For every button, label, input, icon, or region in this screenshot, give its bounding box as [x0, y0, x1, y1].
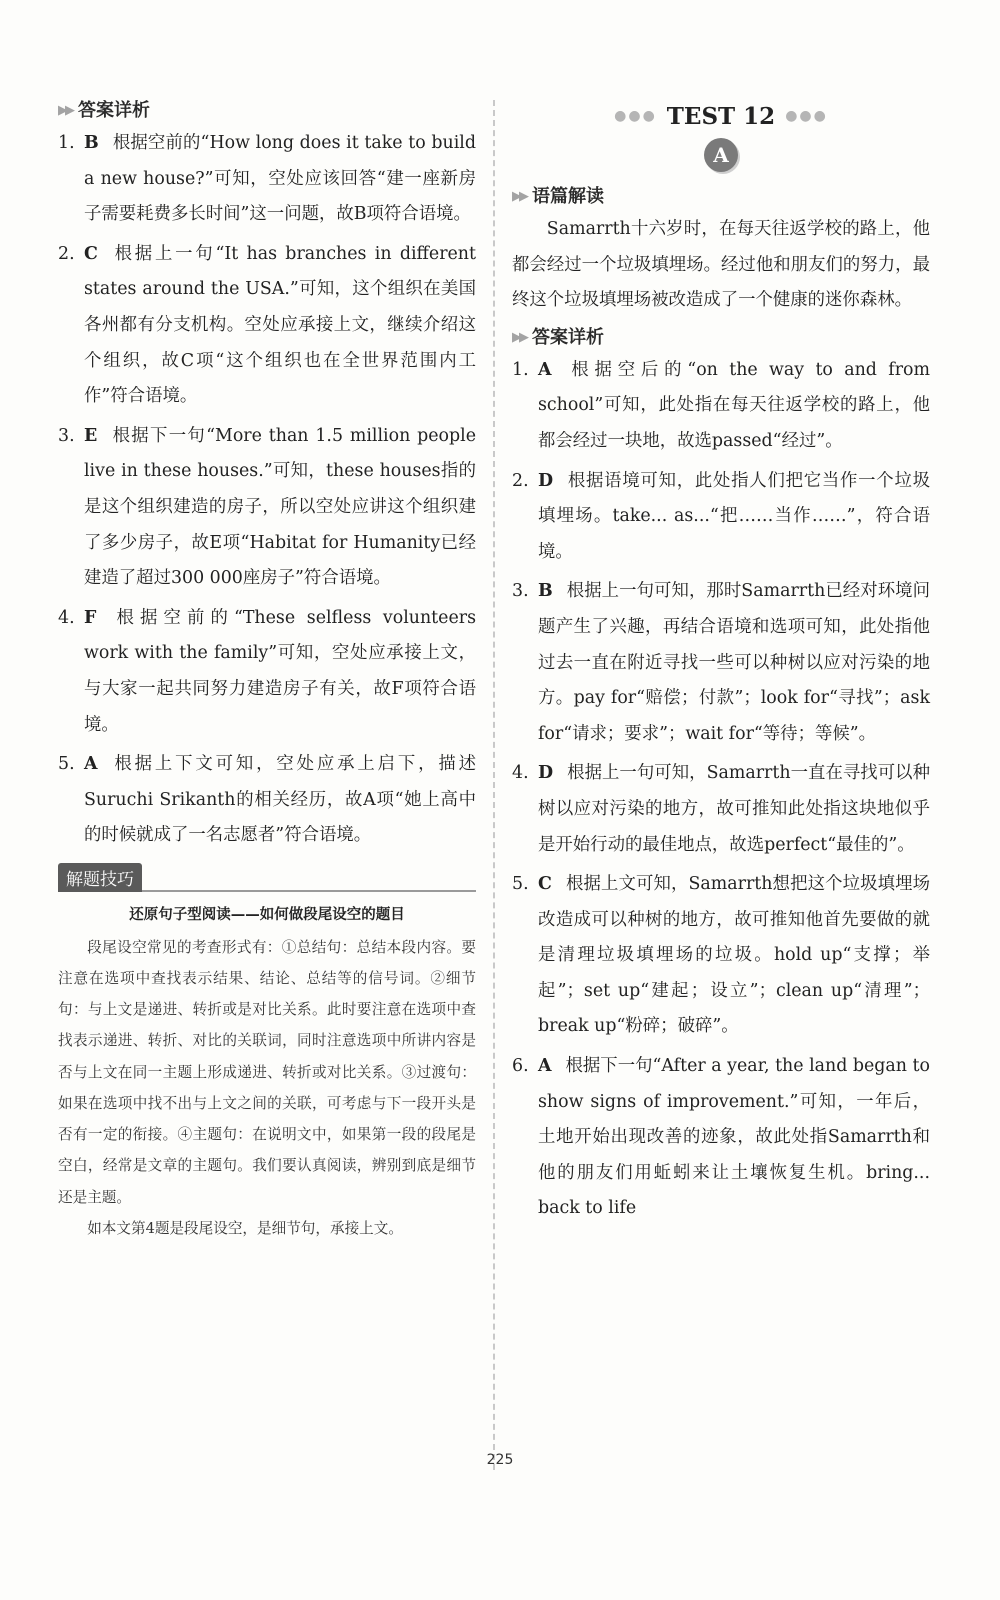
answer-letter: B [84, 133, 99, 153]
answer-item [58, 419, 476, 597]
column-divider [493, 100, 495, 1470]
answer-item [58, 747, 476, 854]
answer-explanation: 根据上一句“It has branches in different states around the USA.”可知，这个组织在美国各州都有分支机构。空处应承接上文，继续介绍这个组织，故C项“这个组织也在全世界范围内工作”符合语境。 [84, 243, 476, 407]
reading-title: 语篇解读 [532, 186, 604, 207]
test-title: TEST 12 [666, 102, 776, 130]
answer-explanation: 根据上一句可知，那时Samarrth已经对环境问题产生了兴趣，再结合语境和选项可知，此处指他过去一直在附近寻找一些可以种树以应对污染的地方。pay for“赔偿；付款”；look for“寻找”；ask for“请求；要求”；wait for“等待；等候”。 [538, 581, 930, 744]
answer-letter: F [84, 607, 97, 628]
answer-analysis-title: 答案详析 [78, 100, 150, 121]
item-number: 5. [512, 874, 529, 895]
answer-letter: A [538, 359, 552, 380]
tips-paragraph: 如本文第4题是段尾设空，是细节句，承接上文。 [87, 1219, 403, 1237]
double-arrow-icon: ▶▶ [512, 189, 526, 204]
passage-badge: A [704, 138, 738, 172]
item-number: 2. [58, 243, 75, 264]
tips-label: 解题技巧 [58, 863, 142, 892]
item-number: 5. [58, 754, 75, 775]
answer-explanation: 根据空前的“These selfless volunteers work with the family”可知，空处应承接上文，与大家一起共同努力建造房子有关，故F项符合语境。 [84, 607, 476, 735]
answer-explanation: 根据上文可知，Samarrth想把这个垃圾填埋场改造成可以种树的地方，故可推知他首先要做的就是清理垃圾填埋场的垃圾。hold up“支撑；举起”；set up“建起；设立”；clean up“清理”；break up“粉碎；破碎”。 [538, 874, 930, 1037]
answer-item [512, 867, 930, 1045]
answer-letter: D [538, 470, 554, 491]
tips-header-bar [58, 864, 476, 892]
answer-analysis-heading [58, 96, 476, 126]
answer-explanation: 根据空后的“on the way to and from school”可知，此处指在每天往返学校的路上，他都会经过一块地，故选passed“经过”。 [538, 359, 930, 451]
answer-item [512, 574, 930, 752]
answer-item [512, 353, 930, 460]
answer-explanation: 根据下一句“More than 1.5 million people live in these houses.”可知，these houses指的是这个组织建造的房子，所以空处应讲这个组织建了多少房子，故E项“Habitat for Humanity已经建造了超过300 000座房子”符合语境。 [84, 425, 476, 589]
item-number: 4. [512, 763, 529, 784]
tips-paragraph: 段尾设空常见的考查形式有：①总结句：总结本段内容。要注意在选项中查找表示结果、结论、总结等的信号词。②细节句：与上文是递进、转折或是对比关系。此时要注意在选项中查找表示递进、转折、对比的关联词，同时注意选项中所讲内容是否与上文在同一主题上形成递进、转折或对比关系。③过渡句：如果在选项中找不出与上文之间的关联，可考虑与下一段开头是否有一定的衔接。④主题句：在说明文中，如果第一段的段尾是空白，经常是文章的主题句。我们要认真阅读，辨别到底是细节还是主题。 [58, 938, 476, 1206]
item-number: 3. [512, 581, 529, 602]
dots-decoration-icon: ●●● [614, 108, 657, 124]
item-number: 1. [512, 359, 529, 380]
test-heading [512, 96, 930, 136]
item-number: 2. [512, 470, 529, 491]
tips-body [58, 932, 476, 1244]
tips-title: 还原句子型阅读——如何做段尾设空的题目 [129, 906, 405, 923]
answer-item [512, 756, 930, 863]
answer-letter: E [84, 425, 98, 446]
page-number: 225 [486, 1452, 514, 1468]
answer-letter: B [538, 581, 553, 602]
answer-explanation: 根据上一句可知，Samarrth一直在寻找可以种树以应对污染的地方，故可推知此处指这块地似乎是开始行动的最佳地点，故选perfect“最佳的”。 [538, 763, 930, 855]
answer-letter: A [84, 754, 98, 775]
reading-heading [512, 182, 930, 212]
left-column [58, 96, 476, 1244]
answer-letter: C [538, 874, 552, 895]
item-number: 6. [512, 1056, 529, 1077]
answer-letter: D [538, 763, 554, 784]
answer-item [58, 126, 476, 233]
right-column [512, 96, 930, 1231]
answer-explanation: 根据语境可知，此处指人们把它当作一个垃圾填埋场。take... as...“把……当作……”，符合语境。 [538, 470, 930, 562]
answer-analysis-heading [512, 323, 930, 353]
reading-summary: Samarrth十六岁时，在每天往返学校的路上，他都会经过一个垃圾填埋场。经过他和朋友们的努力，最终这个垃圾填埋场被改造成了一个健康的迷你森林。 [512, 219, 930, 311]
answer-explanation: 根据空前的“How long does it take to build a new house?”可知，空处应该回答“建一座新房子需要耗费多长时间”这一问题，故B项符合语境。 [84, 133, 476, 225]
answer-explanation: 根据上下文可知，空处应承上启下，描述Suruchi Srikanth的相关经历，故A项“她上高中的时候就成了一名志愿者”符合语境。 [84, 754, 476, 846]
answer-analysis-title: 答案详析 [532, 326, 604, 348]
item-number: 4. [58, 607, 75, 628]
answer-item [512, 1049, 930, 1227]
dots-decoration-icon: ●●● [785, 108, 828, 124]
answer-letter: C [84, 243, 98, 264]
item-number: 3. [58, 425, 75, 446]
passage-badge-wrap [512, 138, 930, 178]
item-number: 1. [58, 133, 75, 153]
double-arrow-icon: ▶▶ [58, 103, 72, 118]
answer-item [58, 237, 476, 415]
answer-item [512, 464, 930, 571]
answer-item [58, 601, 476, 743]
double-arrow-icon: ▶▶ [512, 329, 526, 345]
answer-explanation: 根据下一句“After a year, the land began to show signs of improvement.”可知，一年后，土地开始出现改善的迹象，故此处指Samarrth和他的朋友们用蚯蚓来让土壤恢复生机。bring... back to life [538, 1056, 930, 1219]
answer-letter: A [538, 1056, 552, 1077]
